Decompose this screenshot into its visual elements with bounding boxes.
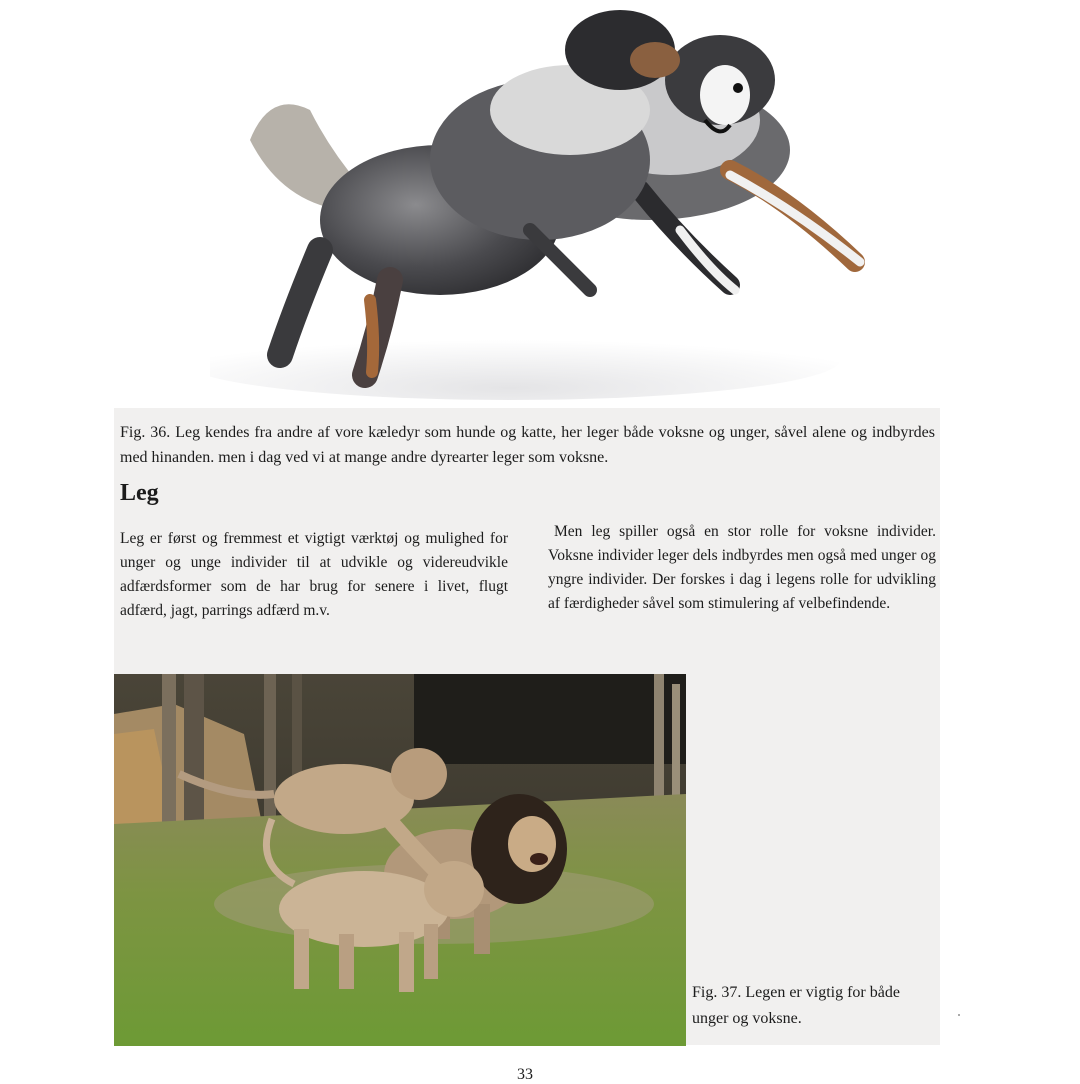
section-heading: Leg — [120, 480, 159, 506]
dogs-playing-photo — [210, 0, 890, 400]
scan-speck — [958, 1014, 960, 1016]
right-column-paragraph: Men leg spiller også en stor rolle for voksne individer. Voksne individer leger dels indbyrdes men også med unger og yngre individer. Der forskes i dag i legens rolle for udvikling af færdigheder såvel som stimulering af velbefindende. — [548, 523, 936, 612]
left-dog-figure — [250, 10, 680, 375]
figure-37-caption: Fig. 37. Legen er vigtig for både unger og voksne. — [692, 984, 900, 1027]
left-column-paragraph: Leg er først og fremmest et vigtigt værktøj og mulighed for unger og unge individer til at udvikle og videreudvikle adfærdsformer som de har brug for senere i livet, flugt adfærd, jagt, parrings adfærd m.v. — [120, 530, 508, 619]
figure-36-caption: Fig. 36. Leg kendes fra andre af vore kæledyr som hunde og katte, her leger både voksne og unger, såvel alene og indbyrdes med hinanden. men i dag ved vi at mange andre dyrearter leger som voksne. — [120, 424, 935, 466]
lions-playing-photo — [114, 674, 686, 1046]
page-number: 33 — [517, 1066, 533, 1083]
